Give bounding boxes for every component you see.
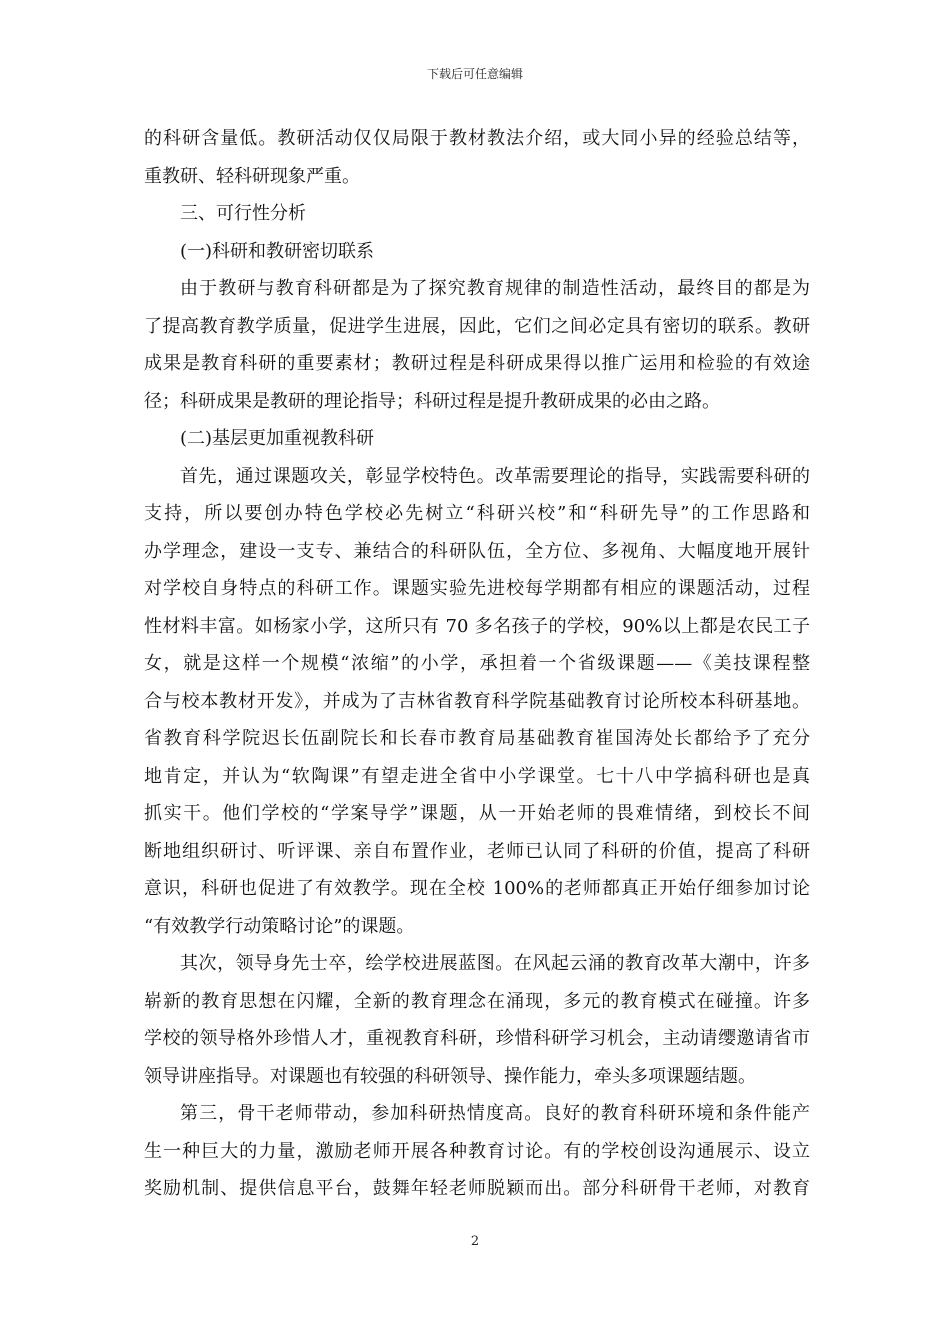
body-line: 性材料丰富。如杨家小学，这所只有 70 多名孩子的学校，90%以上都是农民工子	[144, 615, 810, 637]
body-line: 的科研含量低。教研活动仅仅局限于教材教法介绍，或大同小异的经验总结等，	[144, 128, 810, 149]
body-line: 意识，科研也促进了有效教学。现在全校 100%的老师都真正开始仔细参加讨论	[144, 878, 810, 899]
body-line: 对学校自身特点的科研工作。课题实验先进校每学期都有相应的课题活动，过程	[144, 578, 810, 599]
body-line: 径；科研成果是教研的理论指导；科研过程是提升教研成果的必由之路。	[144, 390, 720, 412]
subsection-heading: (二)基层更加重视教科研	[180, 428, 375, 449]
body-line: 学校的领导格外珍惜人才，重视教育科研，珍惜科研学习机会，主动请缨邀请省市	[144, 1028, 810, 1049]
document-body	[144, 120, 810, 1208]
body-line: 抓实干。他们学校的“学案导学”课题，从一开始老师的畏难情绪，到校长不间	[144, 803, 810, 824]
body-line: 省教育科学院迟长伍副院长和长春市教育局基础教育崔国涛处长都给予了充分	[144, 728, 810, 749]
body-line: “有效教学行动策略讨论”的课题。	[144, 915, 415, 937]
body-line: 重教研、轻科研现象严重。	[144, 165, 360, 187]
body-line: 崭新的教育思想在闪耀，全新的教育理念在涌现，多元的教育模式在碰撞。许多	[144, 990, 810, 1012]
page-number: 2	[470, 1234, 480, 1249]
body-line: 领导讲座指导。对课题也有较强的科研领导、操作能力，牵头多项课题结题。	[144, 1065, 756, 1087]
subsection-heading: (一)科研和教研密切联系	[180, 240, 375, 262]
body-line: 断地组织研讨、听评课、亲自布置作业，老师已认同了科研的价值，提高了科研	[144, 840, 810, 862]
body-line: 首先，通过课题攻关，彰显学校特色。改革需要理论的指导，实践需要科研的	[180, 465, 810, 487]
body-line: 其次，领导身先士卒，绘学校进展蓝图。在风起云涌的教育改革大潮中，许多	[180, 953, 810, 974]
body-line: 了提高教育教学质量，促进学生进展，因此，它们之间必定具有密切的联系。教研	[144, 315, 810, 337]
body-line: 合与校本教材开发》，并成为了吉林省教育科学院基础教育讨论所校本科研基地。	[144, 690, 810, 712]
body-line: 由于教研与教育科研都是为了探究教育规律的制造性活动，最终目的都是为	[180, 278, 810, 299]
body-line: 女，就是这样一个规模“浓缩”的小学，承担着一个省级课题——《美技课程整	[144, 653, 810, 674]
body-line: 第三，骨干老师带动，参加科研热情度高。良好的教育科研环境和条件能产	[180, 1103, 810, 1124]
body-line: 成果是教育科研的重要素材；教研过程是科研成果得以推广运用和检验的有效途	[144, 353, 810, 374]
section-heading: 三、可行性分析	[180, 203, 306, 224]
body-line: 地肯定，并认为“软陶课”有望走进全省中小学课堂。七十八中学搞科研也是真	[144, 765, 810, 787]
body-line: 办学理念，建设一支专、兼结合的科研队伍，全方位、多视角、大幅度地开展针	[144, 540, 810, 562]
page-header: 下载后可任意编辑	[426, 67, 523, 81]
body-line: 支持，所以要创办特色学校必先树立“科研兴校”和“科研先导”的工作思路和	[144, 503, 810, 524]
body-line: 生一种巨大的力量，激励老师开展各种教育讨论。有的学校创设沟通展示、设立	[144, 1140, 810, 1162]
body-line: 奖励机制、提供信息平台，鼓舞年轻老师脱颖而出。部分科研骨干老师，对教育	[144, 1178, 810, 1199]
